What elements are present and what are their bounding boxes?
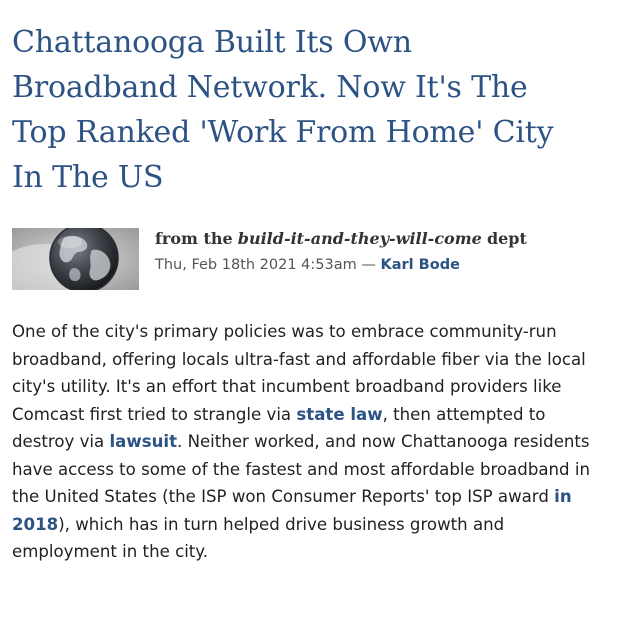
meta-line [155, 255, 460, 275]
byline [12, 228, 612, 290]
author-link[interactable]: Karl Bode [380, 257, 460, 273]
article-headline[interactable] [12, 20, 612, 200]
state-law-link[interactable]: state law [296, 404, 383, 424]
dept-line [155, 228, 527, 250]
body-text-part: . Neither worked, and now Chattanooga residents have access to some of the fastest and most affordable broadband in the United States (the ISP won Consumer Reports' top ISP award [12, 432, 590, 506]
headline-line: In The US [12, 160, 164, 195]
body-text-part: , then attempted to destroy via [12, 404, 546, 451]
in-2018-link[interactable]: in 2018 [12, 487, 572, 534]
dept-prefix: from the [155, 229, 233, 248]
lawsuit-link[interactable]: lawsuit [109, 432, 178, 451]
headline-line: Broadband Network. Now It's The [12, 70, 528, 105]
headline-line: Chattanooga Built Its Own [12, 25, 412, 60]
post-date: Thu, Feb 18th 2021 4:53am [155, 257, 357, 273]
globe-icon [12, 228, 139, 290]
meta-separator: — [361, 257, 376, 273]
headline-line: Top Ranked 'Work From Home' City [12, 115, 554, 150]
body-text-part: One of the city's primary policies was to embrace community-run broadband, offering locals ultra-fast and affordable fiber via the local city's utility. It's an effort that incumbent broadband providers like Comcast first tried to strangle via [12, 322, 586, 424]
dept-suffix: dept [486, 229, 527, 248]
article-body [12, 318, 612, 566]
body-text-part: ), which has in turn helped drive business growth and employment in the city. [12, 514, 505, 561]
dept-name: build-it-and-they-will-come [237, 229, 482, 248]
